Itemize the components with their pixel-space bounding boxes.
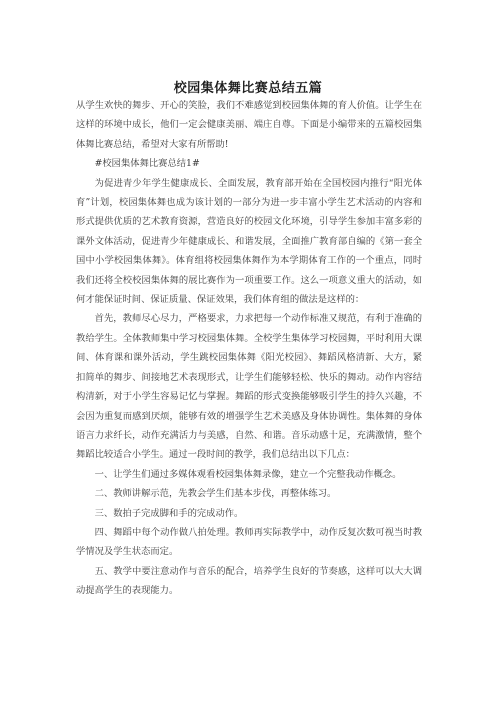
list-item: 四、舞蹈中每个动作做八拍处理。教师再实际教学中，动作反复次数可视当时教学情况及学生状态而定。	[76, 526, 422, 558]
intro-paragraph: 从学生欢快的舞步、开心的笑脸，我们不难感觉到校园集体舞的育人价值。让学生在这样的环境中成长，他们一定会健康美丽、端庄自尊。下面是小编带来的五篇校园集体舞比赛总结，希望对大家有所帮助!	[76, 100, 422, 150]
list-item: 一、让学生们通过多媒体观看校园集体舞录像，建立一个完整我动作概念。	[94, 468, 402, 480]
list-item: 二、教师讲解示范，先教会学生们基本步伐，再整体练习。	[94, 488, 337, 500]
document-body	[76, 96, 422, 601]
page-title: 校园集体舞比赛总结五篇	[173, 81, 323, 96]
list-item: 三、数拍子完成脚和手的完成动作。	[94, 507, 244, 519]
section-heading: #校园集体舞比赛总结1#	[94, 158, 200, 170]
body-paragraph: 首先，教师尽心尽力，严格要求，力求把每一个动作标准又规范，有利于准确的教给学生。全体教师集中学习校园集体舞。全校学生集体学习校园舞，平时利用大课间、体育课和课外活动，学生跳校园集体舞《阳光校园》、舞蹈风格清新、大方，紧扣简单的舞步、间接地艺术表现形式，让学生们能够轻松、快乐的舞动。动作内容结构清新，对于小学生容易记忆与掌握。舞蹈的形式变换能够吸引学生的持久兴趣，不会因为重复而感到厌烦，能够有效的增强学生艺术美感及身体协调性。集体舞的身体语言力求纤长，动作充满活力与美感，自然、和谐。音乐动感十足，充满激情，整个舞蹈比较适合小学生。通过一段时间的教学，我们总结出以下几点：	[76, 313, 422, 461]
body-paragraph: 为促进青少年学生健康成长、全面发展，教育部开始在全国校园内推行“阳光体育”计划，校园集体舞也成为该计划的一部分为进一步丰富小学生艺术活动的内容和形式提供优质的艺术教育资源，营造良好的校园文化环境，引导学生参加丰富多彩的课外文体活动，促进青少年健康成长、和谐发展，全面推广教育部自编的《第一套全国中小学校园集体舞》。体育组将校园集体舞作为本学期体育工作的一个重点，同时我们还将全校校园集体舞的展比赛作为一项重要工作。这么一项意义重大的活动，如何才能保证时间、保证质量、保证效果，我们体育组的做法是这样的：	[76, 177, 422, 306]
list-item: 五、教学中要注意动作与音乐的配合，培养学生良好的节奏感，这样可以大大调动提高学生的表现能力。	[76, 565, 422, 597]
